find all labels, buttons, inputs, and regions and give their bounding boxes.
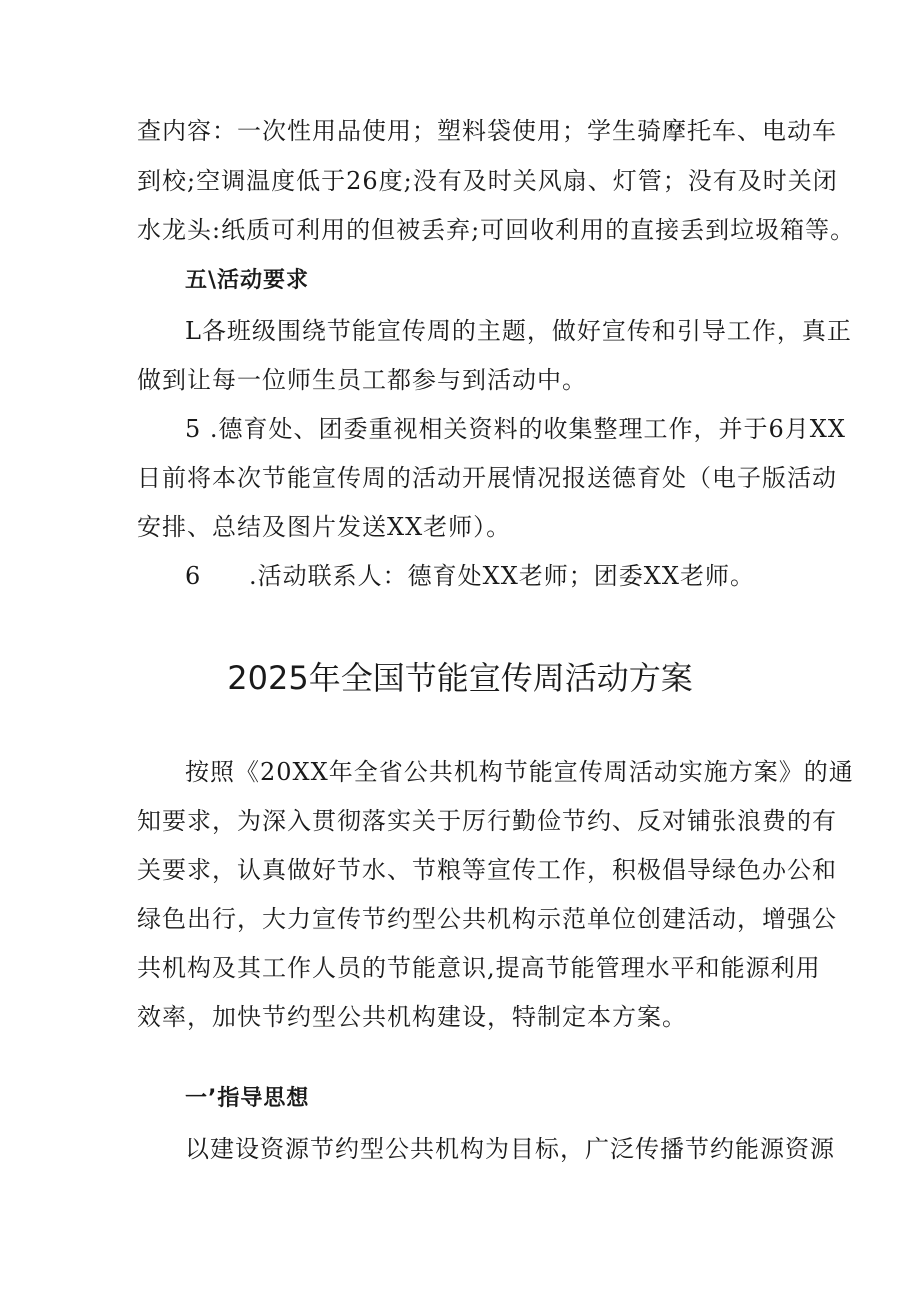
item-number: 6	[185, 562, 202, 590]
paragraph-line: 日前将本次节能宣传周的活动开展情况报送德育处（电子版活动	[137, 464, 837, 492]
paragraph-line: 安排、总结及图片发送XX老师）。	[137, 513, 512, 541]
paragraph-line: 共机构及其工作人员的节能意识,提高节能管理水平和能源利用	[137, 954, 821, 982]
paragraph-line: 做到让每一位师生员工都参与到活动中。	[137, 366, 587, 394]
paragraph-line: 按照《20XX年全省公共机构节能宣传周活动实施方案》的通	[185, 758, 854, 786]
item-text: .活动联系人：德育处XX老师；团委XX老师。	[249, 562, 755, 590]
paragraph-line: 关要求，认真做好节水、节粮等宣传工作，积极倡导绿色办公和	[137, 856, 837, 884]
paragraph-line: 5 .德育处、团委重视相关资料的收集整理工作，并于6月XX	[185, 415, 846, 443]
paragraph-line: 效率，加快节约型公共机构建设，特制定本方案。	[137, 1003, 687, 1031]
paragraph-line: 水龙头:纸质可利用的但被丢弃;可回收利用的直接丢到垃圾箱等。	[137, 216, 856, 244]
paragraph-line: 绿色出行，大力宣传节约型公共机构示范单位创建活动，增强公	[137, 905, 837, 933]
contact-item	[185, 561, 755, 591]
plan-title: 2025年全国节能宣传周活动方案	[227, 659, 693, 697]
paragraph-line: L各班级围绕节能宣传周的主题，做好宣传和引导工作，真正	[185, 317, 852, 345]
section-heading-activity-requirements: 五\活动要求	[185, 268, 310, 293]
section-heading-guiding-ideology: 一’指导思想	[185, 1086, 310, 1111]
paragraph-line: 知要求，为深入贯彻落实关于厉行勤俭节约、反对铺张浪费的有	[137, 807, 837, 835]
paragraph-line: 查内容：一次性用品使用；塑料袋使用；学生骑摩托车、电动车	[137, 117, 837, 145]
paragraph-line: 到校;空调温度低于26度;没有及时关风扇、灯管；没有及时关闭	[137, 167, 838, 195]
paragraph-line: 以建设资源节约型公共机构为目标，广泛传播节约能源资源	[185, 1135, 835, 1163]
